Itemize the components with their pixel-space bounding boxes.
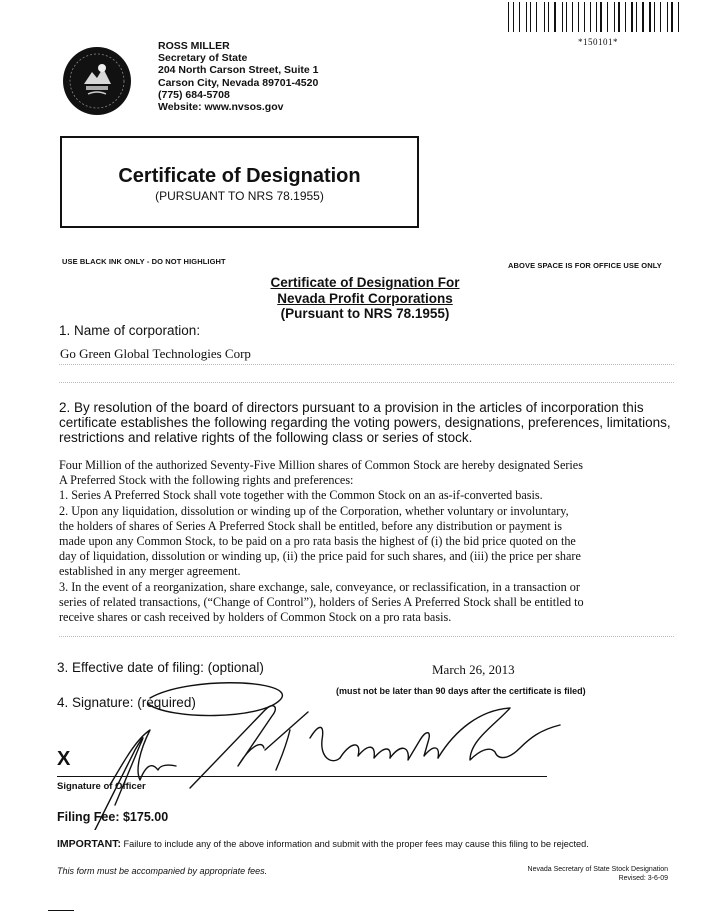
barcode [508,2,684,32]
designation-line: series of related transactions, (“Change of Control”), holders of Series A Preferred Stock shall be entitled to [59,594,584,609]
barcode-bar [600,2,602,32]
barcode-bar [660,2,661,32]
barcode-bar [646,2,647,32]
barcode-bar [623,2,625,32]
barcode-bar [618,2,619,32]
barcode-bar [678,2,679,32]
barcode-bar [642,2,644,32]
designation-line: A Preferred Stock with the following rights and preferences: [59,473,354,488]
barcode-bar [588,2,589,32]
barcode-bar [631,2,632,32]
barcode-bar [614,2,615,32]
barcode-bar [584,2,585,32]
barcode-bar [508,2,509,32]
barcode-bar [607,2,608,32]
signature-line [57,776,547,777]
barcode-bar [545,2,546,32]
barcode-bar [654,2,655,32]
barcode-bar [544,2,545,32]
corporation-name-label: 1. Name of corporation: [59,323,201,338]
barcode-bar [563,2,564,32]
barcode-bar [669,2,670,32]
form-heading-line-2: Nevada Profit Corporations [277,290,453,306]
barcode-bar [616,2,617,32]
barcode-bar [536,2,537,32]
divider [59,636,674,637]
barcode-bar [605,2,606,32]
barcode-bar [516,2,517,32]
title-box [60,136,419,228]
designation-line: made upon any Common Stock, to be paid on a pro rata basis the highest of (i) the bid price quoted on the [59,534,576,549]
barcode-bar [552,2,553,32]
barcode-bar [590,2,591,32]
divider [59,364,674,365]
signature-of-officer-label: Signature of Officer [57,781,146,792]
state-seal-icon [62,46,132,116]
barcode-bar [596,2,597,32]
document-title: Certificate of Designation [118,165,361,187]
designation-line: receive shares or cash received by holders of Common Stock on a pro rata basis. [59,610,452,625]
secretary-title: Secretary of State [158,52,248,65]
footer-form-id [470,865,668,883]
barcode-bar [572,2,573,32]
barcode-bar [676,2,677,32]
designation-line: Four Million of the authorized Seventy-Five Million shares of Common Stock are hereby designated Series [59,458,583,472]
barcode-bar [534,2,535,32]
barcode-bar [634,2,635,32]
phone: (775) 684-5708 [158,88,230,101]
barcode-bar [519,2,521,32]
designation-line: 2. Upon any liquidation, dissolution or winding up of the Corporation, whether voluntary or involuntary, [59,503,569,518]
barcode-bar [680,2,681,32]
barcode-bar [598,2,599,32]
barcode-bar [510,2,511,32]
document-subtitle: (PURSUANT TO NRS 78.1955) [155,189,324,203]
barcode-bar [667,2,668,32]
important-text: Failure to include any of the above information and submit with the proper fees may cause this filing to be rejected. [123,839,589,849]
barcode-bar [562,2,563,32]
barcode-bar [592,2,593,32]
secretary-name: ROSS MILLER [158,40,230,52]
barcode-bar [569,2,570,32]
designation-line: 3. In the event of a reorganization, share exchange, sale, conveyance, or reclassification, in a transaction or [59,579,580,594]
designation-text[interactable] [59,458,679,625]
divider [59,382,674,383]
effective-date-note: (must not be later than 90 days after the certificate is filed) [336,686,586,696]
officer-signature [40,670,600,830]
barcode-bar [658,2,659,32]
filing-fee: Filing Fee: $175.00 [57,810,169,824]
barcode-bar [558,2,559,32]
effective-date-label: 3. Effective date of filing: (optional) [57,660,264,675]
barcode-bar [671,2,672,32]
form-heading [200,275,530,322]
website: Website: www.nvsos.gov [158,101,284,114]
barcode-bar [640,2,641,32]
barcode-bar [522,2,523,32]
footer-form-name: Nevada Secretary of State Stock Designation [527,866,668,873]
designation-line: day of liquidation, dissolution or winding up, (ii) the price paid for such shares, and (iii) the price per share [59,549,581,564]
designation-line: the holders of shares of Series A Preferred Stock shall be entitled, before any distribution or payment is [59,518,562,533]
barcode-bar [526,2,527,32]
barcode-bar [636,2,637,32]
resolution-label: 2. By resolution of the board of directors pursuant to a provision in the articles of incorporation this certificate establishes the following regarding the voting powers, designations, preferences, limitations, restrictions and relative rights of the following class or series of stock. [59,400,671,445]
barcode-bar [513,2,514,32]
signature-x-mark: X [57,748,71,770]
barcode-bar [575,2,576,32]
secretary-header [158,40,318,113]
barcode-bar [610,2,611,32]
footer-fees-note: This form must be accompanied by appropriate fees. [57,866,268,876]
important-label: IMPORTANT: [57,838,121,850]
office-use-notice: ABOVE SPACE IS FOR OFFICE USE ONLY [508,261,662,270]
designation-line: 1. Series A Preferred Stock shall vote together with the Common Stock on an as-if-converted basis. [59,488,543,503]
important-notice [57,838,589,850]
barcode-bar [663,2,665,32]
designation-line: established in any merger agreement. [59,564,241,579]
barcode-bar [628,2,629,32]
barcode-bar [649,2,650,32]
ink-notice: USE BLACK INK ONLY - DO NOT HIGHLIGHT [62,257,226,266]
barcode-bar [625,2,626,32]
barcode-bar [652,2,653,32]
signature-label: 4. Signature: (required) [57,695,196,710]
address-line-2: Carson City, Nevada 89701-4520 [158,76,319,89]
footer-revised: Revised: 3-6-09 [618,875,668,882]
barcode-number: *150101* [578,37,618,47]
scan-mark [48,910,74,911]
barcode-bar [539,2,541,32]
barcode-bar [580,2,582,32]
form-heading-line-3: (Pursuant to NRS 78.1955) [280,306,450,321]
effective-date-value[interactable]: March 26, 2013 [432,662,515,677]
address-line-1: 204 North Carson Street, Suite 1 [158,64,319,77]
barcode-bar [566,2,567,32]
barcode-bar [554,2,556,32]
form-heading-line-1: Certificate of Designation For [270,275,460,290]
barcode-bar [527,2,528,32]
corporation-name-value[interactable]: Go Green Global Technologies Corp [60,346,251,361]
barcode-bar [548,2,549,32]
barcode-bar [530,2,531,32]
barcode-bar [578,2,579,32]
